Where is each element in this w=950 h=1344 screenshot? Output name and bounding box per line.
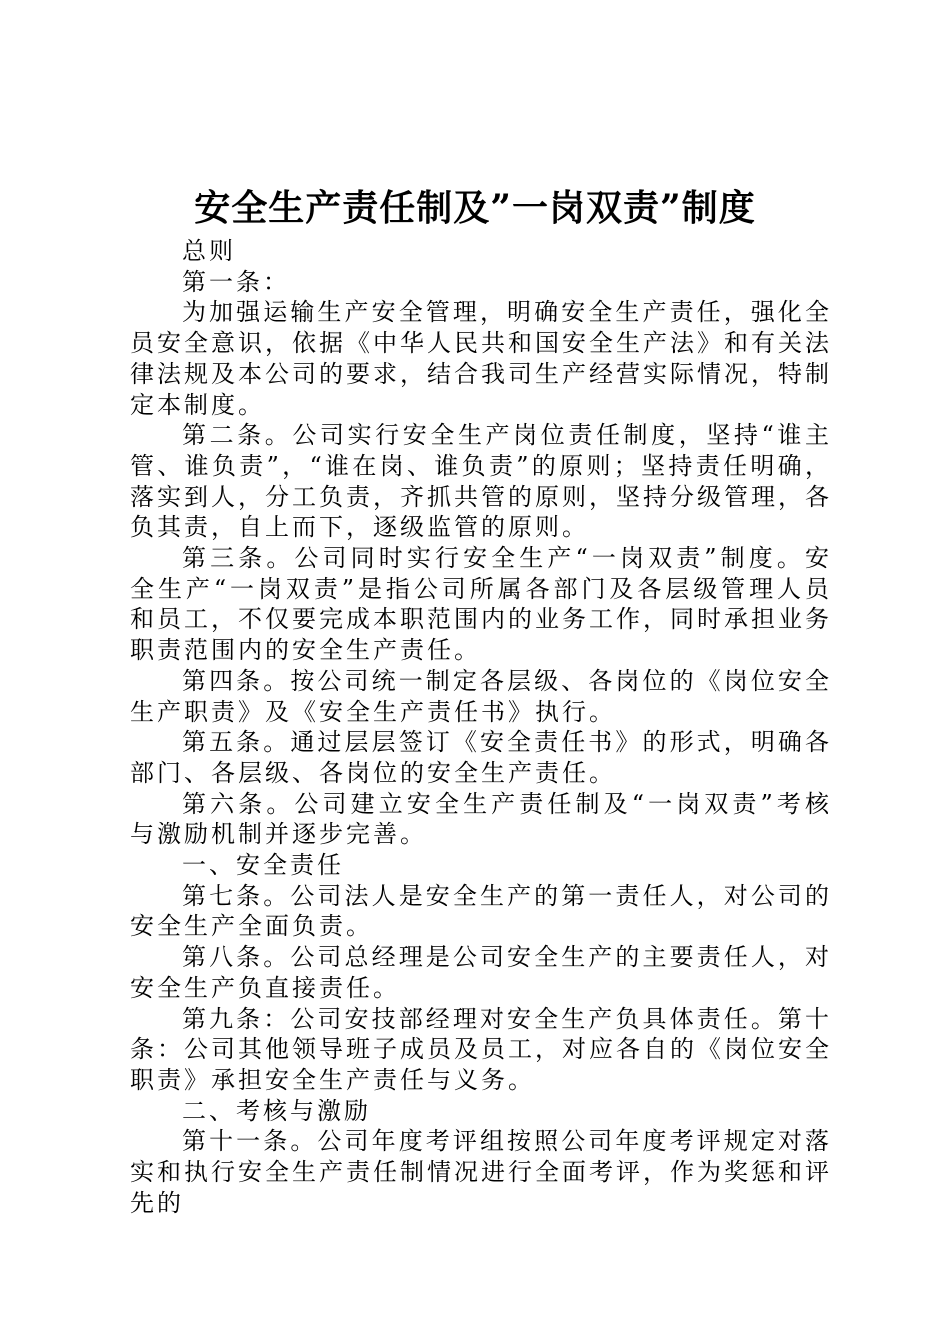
article-9-10: 第九条：公司安技部经理对安全生产负具体责任。第十条：公司其他领导班子成员及员工，对应各自的《岗位安全职责》承担安全生产责任与义务。 [130, 1004, 832, 1094]
article-8: 第八条。公司总经理是公司安全生产的主要责任人，对安全生产负直接责任。 [130, 943, 832, 1002]
article-1-heading: 第一条： [182, 267, 290, 296]
document-body [130, 236, 832, 1219]
section-heading-safety-responsibility: 一、安全责任 [182, 851, 344, 880]
section-heading-general: 总则 [182, 237, 236, 265]
article-3: 第三条。公司同时实行安全生产“一岗双责”制度。安全生产“一岗双责”是指公司所属各部门及各层级管理人员和员工，不仅要完成本职范围内的业务工作，同时承担业务职责范围内的安全生产责任。 [130, 544, 832, 665]
section-heading-assessment-incentive: 二、考核与激励 [182, 1096, 371, 1125]
article-4: 第四条。按公司统一制定各层级、各岗位的《岗位安全生产职责》及《安全生产责任书》执行。 [130, 666, 832, 726]
article-1-text: 为加强运输生产安全管理，明确安全生产责任，强化全员安全意识，依据《中华人民共和国安全生产法》和有关法律法规及本公司的要求，结合我司生产经营实际情况，特制定本制度。 [130, 298, 832, 419]
article-2: 第二条。公司实行安全生产岗位责任制度，坚持“谁主管、谁负责”，“谁在岗、谁负责”的原则；坚持责任明确，落实到人，分工负责，齐抓共管的原则，坚持分级管理，各负其责，自上而下，逐级监管的原则。 [130, 421, 832, 542]
document-title: 安全生产责任制及”一岗双责”制度 [194, 187, 756, 229]
article-5: 第五条。通过层层签订《安全责任书》的形式，明确各部门、各层级、各岗位的安全生产责任。 [130, 728, 832, 787]
article-7: 第七条。公司法人是安全生产的第一责任人，对公司的安全生产全面负责。 [130, 881, 832, 941]
article-6: 第六条。公司建立安全生产责任制及“一岗双责”考核与激励机制并逐步完善。 [130, 789, 832, 849]
article-11: 第十一条。公司年度考评组按照公司年度考评规定对落实和执行安全生产责任制情况进行全面考评，作为奖惩和评先的 [130, 1127, 832, 1217]
